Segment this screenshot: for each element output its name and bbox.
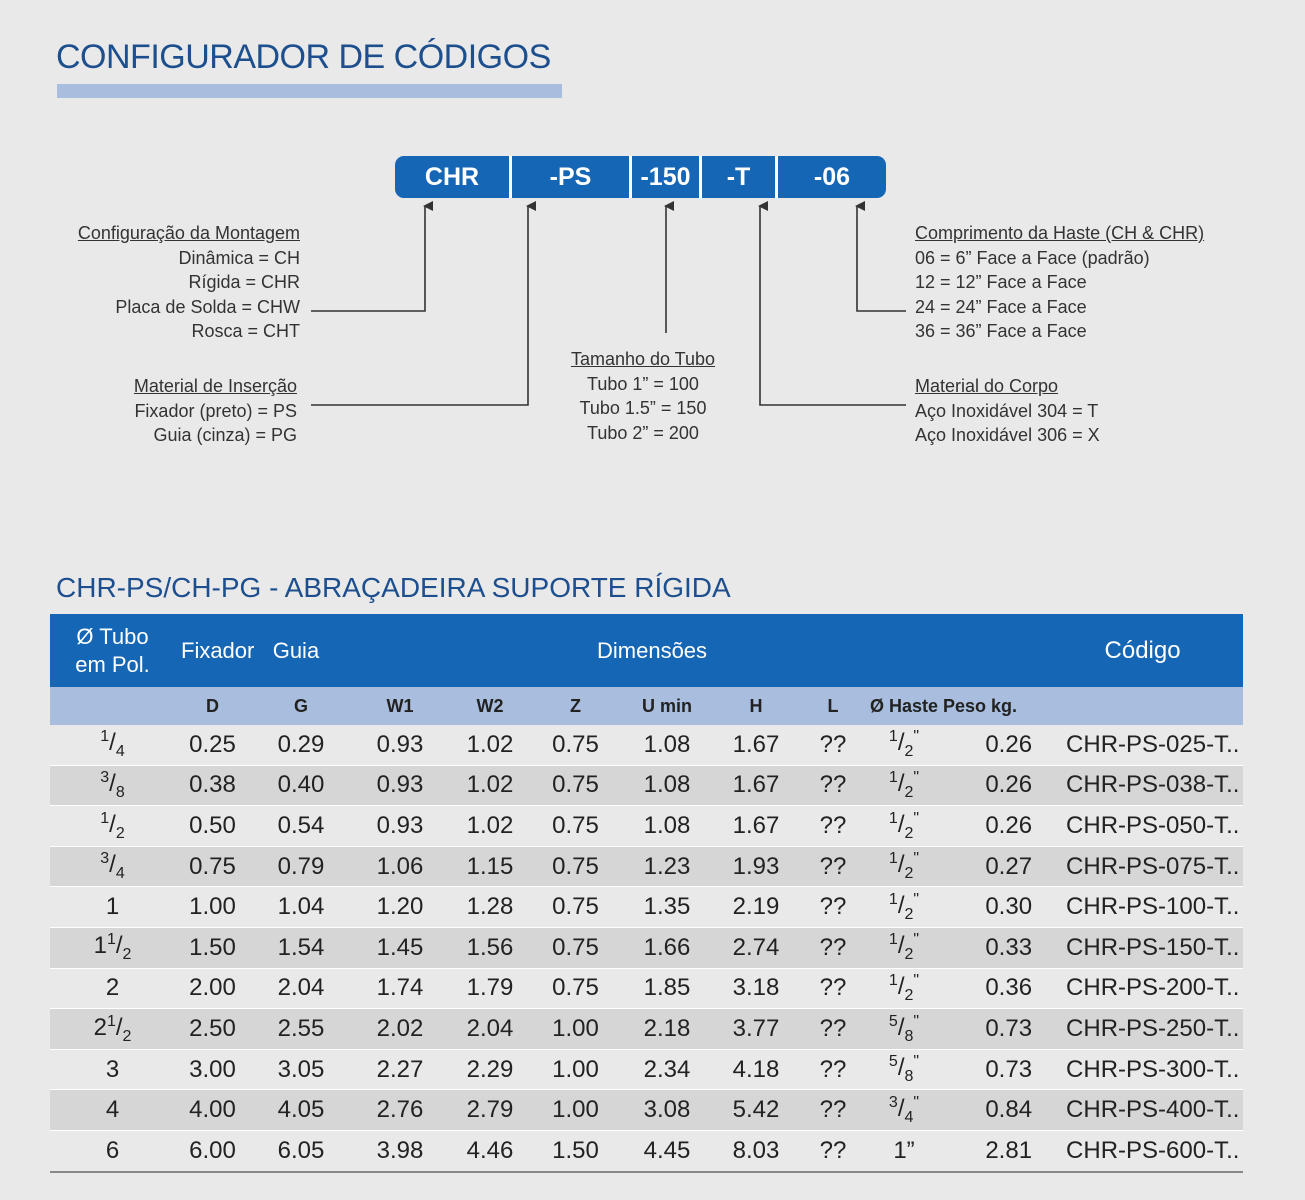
cell-w1: 0.93 — [352, 806, 448, 847]
rod-length-block — [915, 221, 1204, 344]
cell-h: 5.42 — [715, 1090, 797, 1131]
cell-umin: 3.08 — [619, 1090, 715, 1131]
cell-h: 2.74 — [715, 927, 797, 968]
cell-code: CHR-PS-600-T.. — [1052, 1130, 1243, 1171]
cell-w2: 1.15 — [448, 846, 532, 887]
table-row — [50, 806, 1243, 847]
header-tube-line1: Ø Tubo — [76, 623, 149, 649]
cell-umin: 1.08 — [619, 806, 715, 847]
cell-d: 0.38 — [175, 765, 250, 806]
body-material-heading: Material do Corpo — [915, 376, 1059, 396]
cell-umin: 2.34 — [619, 1049, 715, 1090]
cell-h: 1.67 — [715, 806, 797, 847]
cell-code: CHR-PS-250-T.. — [1052, 1009, 1243, 1050]
cell-w2: 1.02 — [448, 725, 532, 765]
header-fixador: Fixador — [181, 637, 255, 663]
cell-h: 1.93 — [715, 846, 797, 887]
cell-tube-size: $1^1/_2$ — [50, 927, 175, 968]
table-row — [50, 1090, 1243, 1131]
code-segment-insert: -PS — [512, 156, 632, 198]
cell-d: 4.00 — [175, 1090, 250, 1131]
cell-w1: 2.27 — [352, 1049, 448, 1090]
cell-g: 4.05 — [250, 1090, 352, 1131]
cell-z: 0.75 — [532, 846, 619, 887]
cell-l: ?? — [797, 1009, 869, 1050]
col-header-z: Z — [532, 687, 619, 725]
rod-length-option: 24 = 24” Face a Face — [915, 296, 1087, 317]
cell-w2: 1.56 — [448, 927, 532, 968]
tube-size-heading: Tamanho do Tubo — [570, 349, 716, 369]
connector-body — [760, 206, 906, 405]
cell-g: 1.04 — [250, 887, 352, 928]
cell-w2: 2.04 — [448, 1009, 532, 1050]
mounting-option: Placa de Solda = CHW — [115, 296, 300, 317]
cell-l: ?? — [797, 765, 869, 806]
table-row — [50, 927, 1243, 968]
cell-peso: 0.73 — [939, 1049, 1052, 1090]
col-header-l: L — [797, 687, 869, 725]
col-header-w1: W1 — [352, 687, 448, 725]
mounting-config-block — [78, 221, 300, 344]
cell-g: 0.29 — [250, 725, 352, 765]
cell-g: 0.79 — [250, 846, 352, 887]
body-material-block — [915, 374, 1100, 448]
cell-peso: 0.26 — [939, 725, 1052, 765]
cell-g: 0.54 — [250, 806, 352, 847]
cell-g: 2.55 — [250, 1009, 352, 1050]
cell-g: 0.40 — [250, 765, 352, 806]
cell-l: ?? — [797, 927, 869, 968]
col-header-codigo-empty — [1052, 687, 1243, 725]
body-material-option: Aço Inoxidável 304 = T — [915, 400, 1099, 421]
code-segment-tube: -150 — [632, 156, 702, 198]
cell-w2: 4.46 — [448, 1130, 532, 1171]
body-material-option: Aço Inoxidável 306 = X — [915, 425, 1100, 445]
cell-peso: 0.26 — [939, 765, 1052, 806]
cell-peso: 0.73 — [939, 1009, 1052, 1050]
header-tube-line2: em Pol. — [75, 651, 150, 677]
cell-w2: 2.29 — [448, 1049, 532, 1090]
cell-w2: 1.28 — [448, 887, 532, 928]
cell-w1: 0.93 — [352, 765, 448, 806]
cell-peso: 0.36 — [939, 968, 1052, 1009]
cell-tube-size: 1 — [50, 887, 175, 928]
cell-haste: $^1/_2^"$ — [869, 725, 939, 765]
cell-w1: 3.98 — [352, 1130, 448, 1171]
cell-h: 3.18 — [715, 968, 797, 1009]
table-group-header — [50, 614, 1243, 687]
cell-haste: $^5/_8^"$ — [869, 1049, 939, 1090]
cell-haste: $^1/_2^"$ — [869, 806, 939, 847]
cell-w2: 1.02 — [448, 765, 532, 806]
cell-code: CHR-PS-300-T.. — [1052, 1049, 1243, 1090]
cell-d: 2.50 — [175, 1009, 250, 1050]
cell-l: ?? — [797, 725, 869, 765]
cell-peso: 2.81 — [939, 1130, 1052, 1171]
insert-option: Guia (cinza) = PG — [153, 425, 297, 445]
table-row — [50, 765, 1243, 806]
table-row — [50, 1130, 1243, 1171]
header-codigo: Código — [1052, 614, 1243, 687]
cell-w1: 2.76 — [352, 1090, 448, 1131]
mounting-config-heading: Configuração da Montagem — [77, 223, 300, 243]
cell-peso: 0.26 — [939, 806, 1052, 847]
rod-length-option: 06 = 6” Face a Face (padrão) — [915, 247, 1150, 268]
spec-table — [50, 614, 1243, 1173]
cell-w1: 1.74 — [352, 968, 448, 1009]
cell-haste: $^1/_2^"$ — [869, 887, 939, 928]
code-segment-body: -T — [702, 156, 778, 198]
cell-tube-size: $2^1/_2$ — [50, 1009, 175, 1050]
page-title: CONFIGURADOR DE CÓDIGOS — [56, 38, 551, 76]
cell-l: ?? — [797, 1130, 869, 1171]
col-header-peso: Peso kg. — [939, 687, 1052, 725]
cell-z: 0.75 — [532, 806, 619, 847]
col-header-umin: U min — [619, 687, 715, 725]
mounting-option: Dinâmica = CH — [178, 247, 300, 268]
table-row — [50, 968, 1243, 1009]
cell-code: CHR-PS-100-T.. — [1052, 887, 1243, 928]
cell-peso: 0.84 — [939, 1090, 1052, 1131]
cell-l: ?? — [797, 1090, 869, 1131]
cell-umin: 1.08 — [619, 725, 715, 765]
header-fixador-guia — [175, 614, 352, 687]
cell-w2: 1.79 — [448, 968, 532, 1009]
cell-tube-size: 2 — [50, 968, 175, 1009]
cell-haste: $^5/_8^"$ — [869, 1009, 939, 1050]
header-tube — [50, 614, 175, 687]
cell-peso: 0.33 — [939, 927, 1052, 968]
cell-code: CHR-PS-025-T.. — [1052, 725, 1243, 765]
cell-z: 0.75 — [532, 968, 619, 1009]
cell-h: 8.03 — [715, 1130, 797, 1171]
table-row — [50, 846, 1243, 887]
cell-tube-size: $^3/_4$ — [50, 846, 175, 887]
cell-w1: 0.93 — [352, 725, 448, 765]
insert-option: Fixador (preto) = PS — [134, 400, 297, 421]
cell-d: 2.00 — [175, 968, 250, 1009]
cell-l: ?? — [797, 846, 869, 887]
cell-h: 3.77 — [715, 1009, 797, 1050]
cell-tube-size: 3 — [50, 1049, 175, 1090]
header-guia: Guia — [272, 637, 320, 663]
cell-g: 6.05 — [250, 1130, 352, 1171]
tube-size-block — [543, 347, 743, 445]
cell-tube-size: $^3/_8$ — [50, 765, 175, 806]
cell-w1: 1.45 — [352, 927, 448, 968]
mounting-option: Rosca = CHT — [191, 321, 300, 341]
cell-umin: 1.23 — [619, 846, 715, 887]
cell-peso: 0.27 — [939, 846, 1052, 887]
cell-tube-size: $^1/_4$ — [50, 725, 175, 765]
col-header-w2: W2 — [448, 687, 532, 725]
cell-umin: 1.66 — [619, 927, 715, 968]
rod-length-option: 36 = 36” Face a Face — [915, 321, 1087, 341]
col-header-empty — [50, 687, 175, 725]
cell-code: CHR-PS-400-T.. — [1052, 1090, 1243, 1131]
cell-haste: $^1/_2^"$ — [869, 846, 939, 887]
cell-d: 1.00 — [175, 887, 250, 928]
cell-z: 1.00 — [532, 1009, 619, 1050]
cell-haste: $^1/_2^"$ — [869, 968, 939, 1009]
cell-umin: 2.18 — [619, 1009, 715, 1050]
header-dimensoes: Dimensões — [352, 614, 1052, 687]
col-header-haste: Ø Haste — [869, 687, 939, 725]
cell-z: 1.50 — [532, 1130, 619, 1171]
table-column-header — [50, 687, 1243, 725]
connector-length — [857, 206, 906, 311]
tube-option: Tubo 2” = 200 — [587, 422, 699, 443]
table-title: CHR-PS/CH-PG - ABRAÇADEIRA SUPORTE RÍGIDA — [56, 572, 731, 603]
code-segment-mounting: CHR — [395, 156, 512, 198]
cell-peso: 0.30 — [939, 887, 1052, 928]
rod-length-heading: Comprimento da Haste (CH & CHR) — [915, 223, 1205, 243]
table-row — [50, 887, 1243, 928]
table-row — [50, 1049, 1243, 1090]
cell-d: 0.25 — [175, 725, 250, 765]
col-header-h: H — [715, 687, 797, 725]
cell-z: 0.75 — [532, 765, 619, 806]
cell-z: 1.00 — [532, 1049, 619, 1090]
cell-tube-size: $^1/_2$ — [50, 806, 175, 847]
cell-d: 0.50 — [175, 806, 250, 847]
cell-z: 0.75 — [532, 725, 619, 765]
cell-umin: 1.08 — [619, 765, 715, 806]
cell-w2: 1.02 — [448, 806, 532, 847]
cell-g: 1.54 — [250, 927, 352, 968]
cell-d: 6.00 — [175, 1130, 250, 1171]
cell-code: CHR-PS-075-T.. — [1052, 846, 1243, 887]
cell-haste: $^1/_2^"$ — [869, 927, 939, 968]
cell-g: 2.04 — [250, 968, 352, 1009]
cell-w1: 2.02 — [352, 1009, 448, 1050]
cell-z: 0.75 — [532, 887, 619, 928]
tube-option: Tubo 1” = 100 — [587, 373, 699, 394]
cell-h: 4.18 — [715, 1049, 797, 1090]
cell-d: 1.50 — [175, 927, 250, 968]
cell-h: 2.19 — [715, 887, 797, 928]
col-header-g: G — [250, 687, 352, 725]
cell-umin: 1.85 — [619, 968, 715, 1009]
table-row — [50, 725, 1243, 765]
tube-option: Tubo 1.5” = 150 — [579, 398, 707, 418]
cell-g: 3.05 — [250, 1049, 352, 1090]
cell-h: 1.67 — [715, 765, 797, 806]
cell-umin: 4.45 — [619, 1130, 715, 1171]
cell-z: 0.75 — [532, 927, 619, 968]
cell-w2: 2.79 — [448, 1090, 532, 1131]
cell-l: ?? — [797, 968, 869, 1009]
cell-tube-size: 4 — [50, 1090, 175, 1131]
cell-code: CHR-PS-038-T.. — [1052, 765, 1243, 806]
cell-w1: 1.06 — [352, 846, 448, 887]
cell-code: CHR-PS-200-T.. — [1052, 968, 1243, 1009]
cell-l: ?? — [797, 1049, 869, 1090]
cell-umin: 1.35 — [619, 887, 715, 928]
cell-code: CHR-PS-150-T.. — [1052, 927, 1243, 968]
cell-haste: $^3/_4^"$ — [869, 1090, 939, 1131]
insert-material-block — [134, 374, 297, 448]
cell-l: ?? — [797, 887, 869, 928]
cell-haste: $^1/_2^"$ — [869, 765, 939, 806]
mounting-option: Rígida = CHR — [188, 272, 300, 292]
rod-length-option: 12 = 12” Face a Face — [915, 272, 1087, 292]
cell-h: 1.67 — [715, 725, 797, 765]
connector-mounting — [311, 206, 425, 311]
connector-insert — [311, 206, 528, 405]
cell-w1: 1.20 — [352, 887, 448, 928]
cell-d: 0.75 — [175, 846, 250, 887]
table-row — [50, 1009, 1243, 1050]
cell-haste: 1” — [869, 1130, 939, 1171]
cell-z: 1.00 — [532, 1090, 619, 1131]
cell-tube-size: 6 — [50, 1130, 175, 1171]
cell-d: 3.00 — [175, 1049, 250, 1090]
cell-l: ?? — [797, 806, 869, 847]
col-header-d: D — [175, 687, 250, 725]
cell-code: CHR-PS-050-T.. — [1052, 806, 1243, 847]
code-segment-length: -06 — [813, 162, 851, 191]
insert-material-heading: Material de Inserção — [133, 376, 297, 396]
